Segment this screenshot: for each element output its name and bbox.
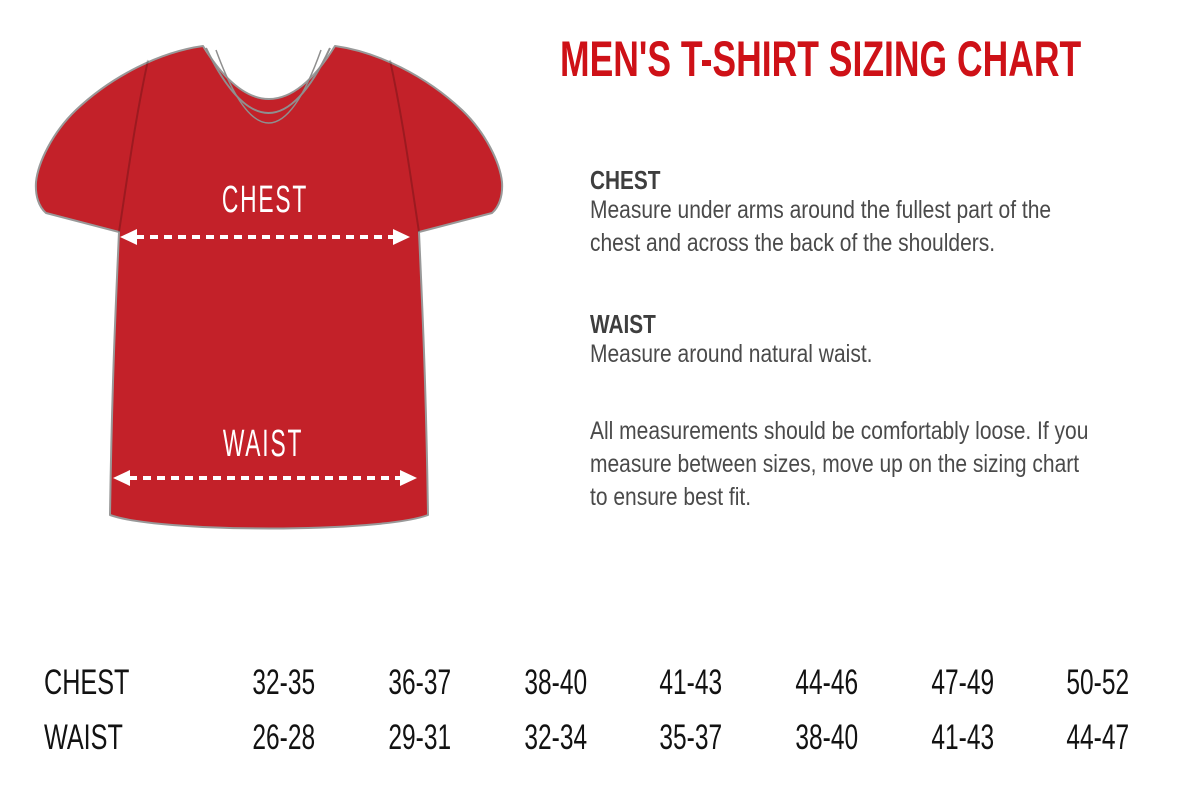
cell-value: 32-35 — [252, 662, 316, 702]
column-header-label: XL — [812, 614, 841, 647]
column-header-label: XS — [269, 614, 299, 647]
chest-section-heading: CHEST — [590, 165, 661, 195]
table-header-cell — [623, 607, 759, 655]
table-cell — [895, 655, 1031, 710]
table-cell — [216, 710, 352, 765]
chest-diagram-label: CHEST — [221, 178, 309, 221]
text-line: All measurements should be comfortably loose. If you — [590, 417, 1089, 445]
table-header-cell — [216, 607, 352, 655]
waist-section-body — [590, 338, 926, 371]
cell-value: 44-47 — [1066, 717, 1130, 757]
waist-section-heading: WAIST — [590, 309, 656, 339]
info-column — [560, 0, 1190, 600]
waist-diagram-label: WAIST — [222, 422, 304, 465]
cell-value: 41-43 — [659, 662, 723, 702]
text-line: to ensure best fit. — [590, 483, 752, 511]
cell-value: 32-34 — [523, 717, 587, 757]
text-line: Measure around natural waist. — [590, 340, 873, 368]
cell-value: 41-43 — [931, 717, 994, 757]
text-line: Measure under arms around the fullest part of the — [590, 196, 1052, 224]
table-header-cell — [895, 607, 1031, 655]
text-line: measure between sizes, move up on the sizing chart — [590, 450, 1080, 478]
table-cell — [352, 710, 488, 765]
cell-value: 50-52 — [1066, 662, 1130, 702]
cell-value: 38-40 — [523, 662, 587, 702]
table-header-cell — [759, 607, 895, 655]
cell-value: 38-40 — [795, 717, 859, 757]
text-line: chest and across the back of the shoulders. — [590, 229, 996, 257]
table-cell — [352, 655, 488, 710]
chest-section-body — [590, 194, 1139, 260]
row-label: WAIST — [44, 717, 123, 757]
cell-value: 47-49 — [931, 662, 994, 702]
cell-value: 35-37 — [659, 717, 723, 757]
table-row-label-cell — [30, 710, 216, 765]
table-cell — [487, 655, 623, 710]
table-cell — [623, 710, 759, 765]
row-label: CHEST — [44, 662, 130, 702]
cell-value: 29-31 — [388, 717, 451, 757]
column-header-label: L — [684, 614, 698, 647]
cell-value: 44-46 — [795, 662, 859, 702]
table-cell — [759, 655, 895, 710]
table-row-label-cell — [30, 655, 216, 710]
cell-value: 36-37 — [388, 662, 451, 702]
table-cell — [1030, 710, 1166, 765]
sizing-table — [30, 607, 1166, 765]
column-header-label: M — [546, 614, 565, 647]
table-cell — [623, 655, 759, 710]
page-title: MEN'S T-SHIRT SIZING CHART — [560, 31, 1082, 87]
table-cell — [487, 710, 623, 765]
column-header-label: 3XL — [1078, 614, 1118, 647]
table-cell — [1030, 655, 1166, 710]
column-header-label: 2XL — [942, 614, 983, 647]
table-cell — [895, 710, 1031, 765]
table-cell — [759, 710, 895, 765]
column-header-label: SIZES — [44, 614, 107, 647]
table-header-cell — [487, 607, 623, 655]
table-header-cell — [30, 607, 216, 655]
cell-value: 26-28 — [252, 717, 316, 757]
table-header-cell — [352, 607, 488, 655]
tshirt-illustration — [0, 0, 560, 590]
table-cell — [216, 655, 352, 710]
fit-note — [590, 415, 1183, 514]
table-header-cell — [1030, 607, 1166, 655]
column-header-label: S — [412, 614, 427, 647]
